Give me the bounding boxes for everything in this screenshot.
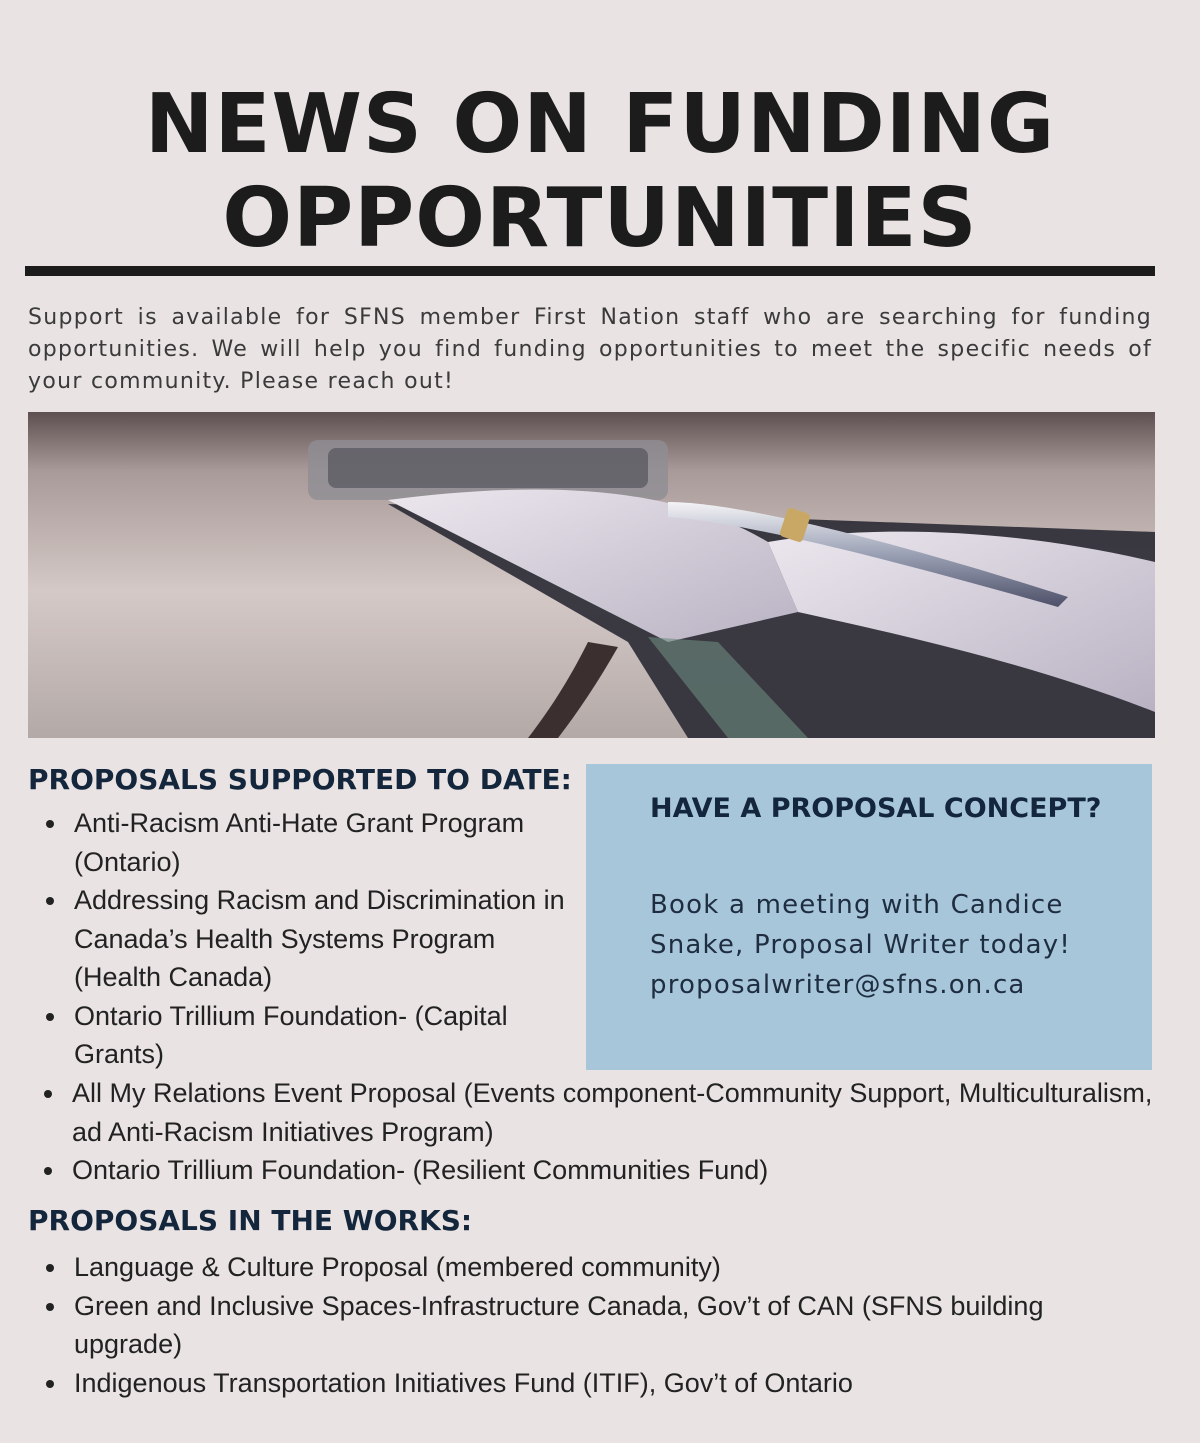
intro-text: Support is available for SFNS member First Nation staff who are searching for funding opportunities. We will help you find funding opportunities to meet the specific needs of your community. Please reach out! xyxy=(28,305,1152,394)
list-item: Ontario Trillium Foundation- (Capital Grants) xyxy=(28,997,568,1074)
list-item: All My Relations Event Proposal (Events component-Community Support, Multiculturalism, ad Anti-Racism Initiatives Program) xyxy=(26,1074,1156,1151)
supported-list-wide xyxy=(26,1074,1156,1190)
notebook-pen-photo xyxy=(28,412,1155,738)
callout-title: HAVE A PROPOSAL CONCEPT? xyxy=(650,793,1102,824)
list-item: Green and Inclusive Spaces-Infrastructure Canada, Gov’t of CAN (SFNS building upgrade) xyxy=(28,1287,1158,1364)
title-divider xyxy=(25,266,1155,276)
list-item: Indigenous Transportation Initiatives Fund (ITIF), Gov’t of Ontario xyxy=(28,1364,1158,1403)
callout-text: Book a meeting with Candice Snake, Proposal Writer today! xyxy=(650,890,1071,960)
proposal-callout-box xyxy=(586,764,1152,1070)
callout-email-link[interactable]: proposalwriter@sfns.on.ca xyxy=(650,970,1026,1000)
supported-list-narrow xyxy=(28,804,568,1074)
title-line-1: NEWS ON FUNDING xyxy=(144,77,1056,172)
list-item: Anti-Racism Anti-Hate Grant Program (Ontario) xyxy=(28,804,568,881)
title-line-2: OPPORTUNITIES xyxy=(222,171,978,266)
notebook-pen-illustration xyxy=(28,412,1155,738)
in-works-list xyxy=(28,1248,1158,1402)
supported-heading: PROPOSALS SUPPORTED TO DATE: xyxy=(28,763,572,796)
list-item: Language & Culture Proposal (membered community) xyxy=(28,1248,1158,1287)
in-works-heading: PROPOSALS IN THE WORKS: xyxy=(28,1204,473,1237)
callout-body xyxy=(650,885,1140,1005)
list-item: Addressing Racism and Discrimination in Canada’s Health Systems Program (Health Canada) xyxy=(28,881,568,997)
page-title xyxy=(0,78,1200,266)
list-item: Ontario Trillium Foundation- (Resilient Communities Fund) xyxy=(26,1151,1156,1190)
